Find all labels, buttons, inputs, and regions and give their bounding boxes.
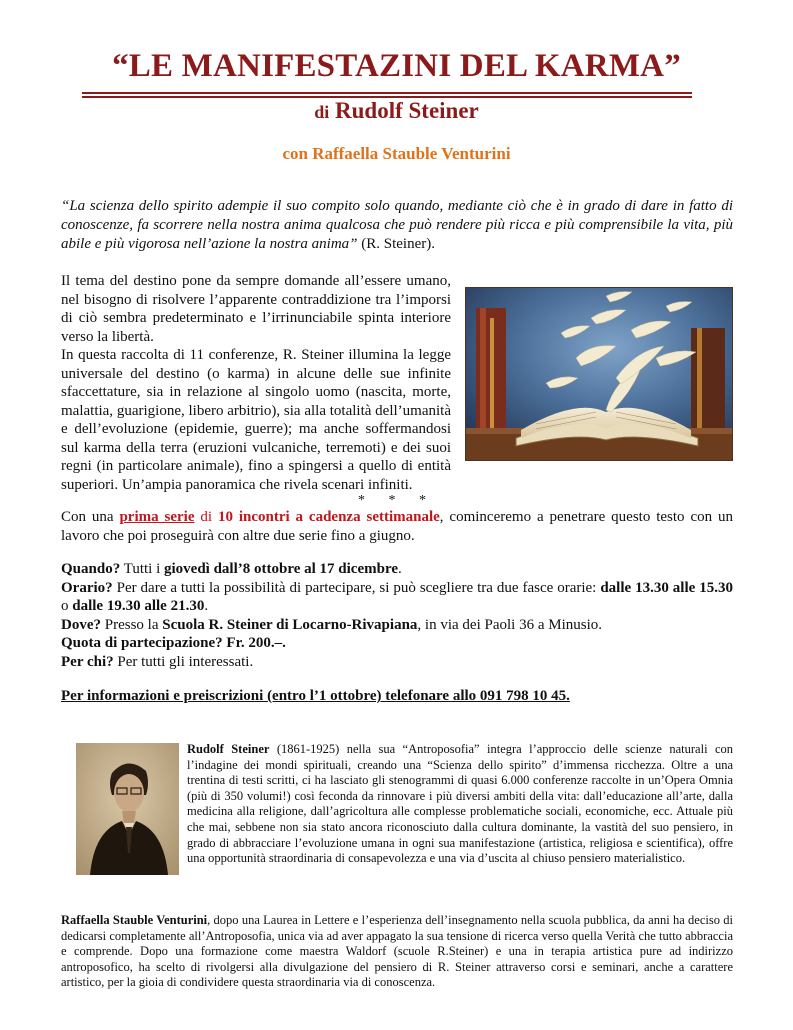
when-value: giovedì dall’8 ottobre al 17 dicembre [164,561,399,577]
intro-section [61,272,733,545]
series-mid: di [194,509,218,525]
section-separator: * * * [358,493,436,508]
intro-paragraph-2: In questa raccolta di 11 conferenze, R. Steiner illumina la legge universale del destino (o karma) in alcune delle sue infinite sfaccettature, sia in relazione al singolo uomo (nascita, morte, malattia, guarigione, libero arbitrio), sia alla totalità dell’umanità e dell’evoluzione (epidemie, guerre); ma anche soffermandosi sul karma della terra (eruzioni vulcaniche, terremoti) e dei suoi regni (in particolare animale), fino a spingersi a quello di entità superiori. Un’ampia panoramica che rivela scenari infiniti. [61,347,451,493]
who-value: Per tutti gli interessati. [113,653,254,670]
time-pre: Per dare a tutti la possibilità di partecipare, si può scegliere tra due fasce orarie: [112,579,601,596]
where-pre: Presso la [101,616,163,633]
who-label: Per chi? [61,653,114,670]
venturini-bio-text: , dopo una Laurea in Lettere e l’esperienza dell’insegnamento nella scuola pubblica, da anni ha deciso di dedicarsi completamente all’Antroposofia, unica via ad aver appagato la sua tensione di ricerca verso quella Verità che tutto abbraccia e comprende. Dopo una formazione come maestra Waldorf (scuole R.Steiner) e una in terapia artistica pure ad indirizzo antroposofico, ha scelto di rivolgersi alla divulgazione del pensiero di R. Steiner attraverso corsi e seminari, anche a carattere artistico, per la gioia di condividere questa straordinaria via di conoscenza. [61,913,733,990]
series-paragraph [61,508,733,545]
page-title: “LE MANIFESTAZINI DEL KARMA” [112,48,681,84]
steiner-portrait [76,743,179,875]
time-value-1: dalle 13.30 alle 15.30 [600,579,734,596]
title-underline [82,92,692,94]
where-value: Scuola R. Steiner di Locarno-Rivapiana [162,616,418,633]
venturini-name: Raffaella Stauble Venturini [61,913,208,927]
quote-attribution: (R. Steiner). [357,236,435,252]
when-label: Quando? [61,561,121,577]
time-value-2: dalle 19.30 alle 21.30 [72,598,205,614]
steiner-biography [187,742,733,867]
detail-time [61,579,733,616]
subtitle-prefix: di [314,102,330,122]
quote-text: “La scienza dello spirito adempie il suo compito solo quando, mediante ciò che è in grado di dare in fatto di conoscenze, fa scorrere nella nostra anima qualcosa che può rendere più ricca e più comprensibile la vita, più abile e più vigorosa nell’azione la nostra anima” [61,198,733,252]
contact-info: Per informazioni e preiscrizioni (entro l’1 ottobre) telefonare allo 091 798 10 45. [61,688,570,704]
detail-where [61,616,733,635]
steiner-bio-text: (1861-1925) nella sua “Antroposofia” integra l’approccio delle scienze naturali con l’indagine dei mondi spirituali, creando una “Scienza dello spirito” d’immensa ricchezza. Oltre a una trentina di testi scritti, ci ha lasciato gli stenogrammi di quasi 6.000 conferenze raccolte in un’Opera Omnia (più di 350 volumi!) così feconda da rinnovare i più diversi ambiti della vita: dall’educazione all’arte, dalla medicina alla religione, dall’agricoltura alle complesse problematiche sociali, economiche, ecc. Attuale più che mai, sebbene non sia stato ancora riconosciuto dalla cultura dominante, la vastità del suo pensiero, in grado di abbracciare l’evoluzione umana in ogni sua manifestazione (artistica, religiosa e scientifica), offre una opportunità straordinaria di consapevolezza e una via d’uscita al chiuso pensiero materialistico. [187,742,734,866]
detail-when [61,560,733,579]
series-pre: Con una [61,509,120,525]
venturini-biography [61,913,733,991]
time-post: . [204,598,209,614]
subtitle [0,98,793,124]
when-post: . [398,561,402,577]
subtitle-author: Rudolf Steiner [335,98,479,123]
where-post: , in via dei Paoli 36 a Minusio. [417,616,602,633]
where-label: Dove? [61,616,101,633]
course-details [61,560,733,671]
when-pre: Tutti i [120,561,164,577]
series-post: , cominceremo a penetrare questo testo con un lavoro che poi proseguirà con altre due serie fino a giugno. [61,509,733,544]
fee-label: Quota di partecipazione? Fr. 200.–. [61,635,286,651]
time-label: Orario? [61,579,113,596]
steiner-name: Rudolf Steiner [187,742,270,756]
intro-paragraph-1: Il tema del destino pone da sempre domande all’essere umano, nel bisogno di risolvere l’apparente contraddizione tra l’imporsi di ciò sembra predeterminato e l’irrinunciabile spinta interiore verso la libertà. [61,273,451,345]
detail-fee [61,634,733,653]
detail-who [61,653,733,672]
presenter-line: con Raffaella Stauble Venturini [282,144,511,163]
series-bold: 10 incontri a cadenza settimanale [217,509,440,525]
time-mid: o [61,598,73,614]
steiner-quote [61,197,733,254]
open-book-illustration [465,287,733,461]
series-link[interactable]: prima serie [119,509,195,525]
